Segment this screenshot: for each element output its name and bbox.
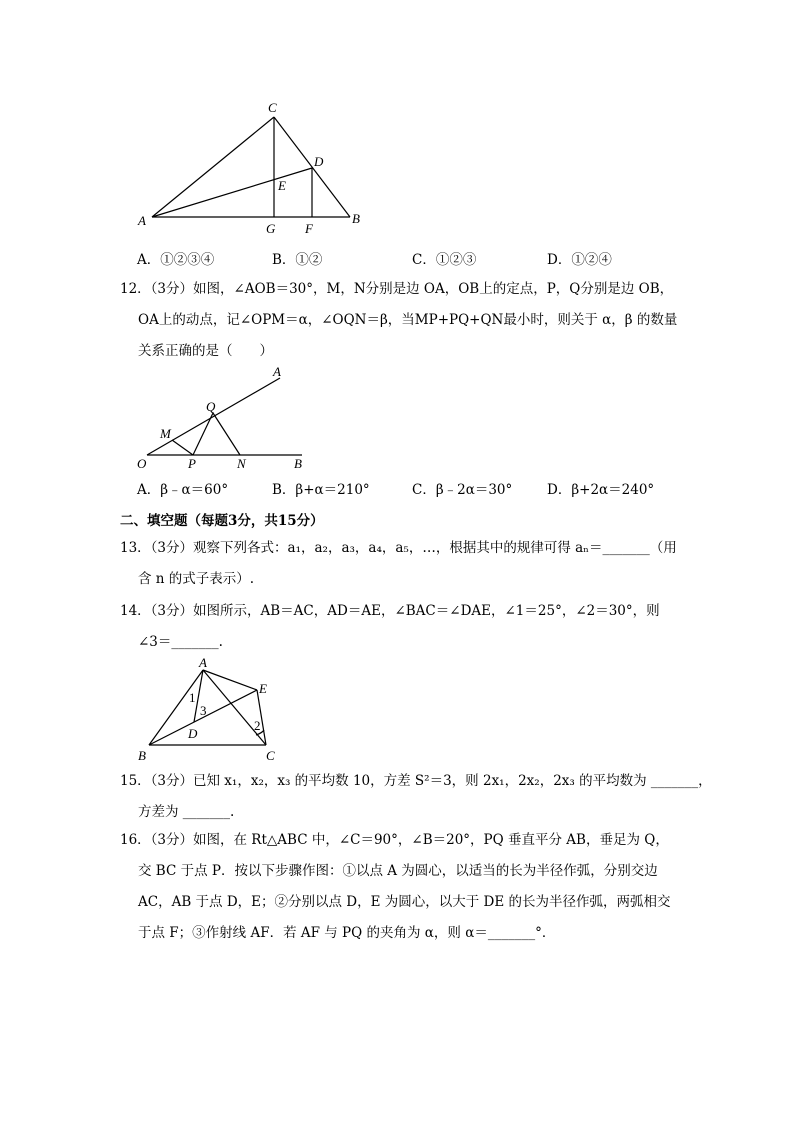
q12-line2: OA上的动点，记∠OPM＝α，∠OQN＝β，当MP+PQ+QN最小时，则关于 α，β 的数量 (138, 312, 678, 328)
q14-line1: 14．（3分）如图所示，AB＝AC，AD＝AE，∠BAC＝∠DAE，∠1＝25°，∠2＝30°，则 (120, 603, 660, 619)
q15-line1: 15．（3分）已知 x₁，x₂，x₃ 的平均数 10，方差 S²＝3，则 2x₁，2x₂，2x₃ 的平均数为 _______， (120, 773, 712, 789)
label-P: P (188, 456, 196, 471)
label-A: A (138, 213, 146, 228)
label-M: M (160, 426, 171, 441)
q16-line2: 交 BC 于点 P．按以下步骤作图：①以点 A 为圆心，以适当的长为半径作弧，分别交边 (138, 863, 658, 879)
label-F: F (305, 221, 313, 236)
label-G: G (266, 221, 276, 236)
label-B: B (294, 456, 302, 471)
label-D: D (188, 726, 198, 741)
q12-option-a: A．β﹣α＝60° (137, 482, 229, 498)
q16-line4: 于点 F；③作射线 AF．若 AF 与 PQ 的夹角为 α，则 α＝_______°． (138, 925, 556, 941)
label-O: O (137, 456, 147, 471)
q12-line3: 关系正确的是（ ） (138, 343, 273, 359)
q11-option-a: A．①②③④ (137, 252, 215, 268)
q11-option-d: D．①②④ (547, 252, 612, 268)
q11-option-b: B．①② (272, 252, 323, 268)
label-N: N (237, 456, 246, 471)
label-E: E (278, 178, 286, 193)
q11-option-c: C．①②③ (412, 252, 477, 268)
label-B: B (138, 748, 146, 763)
q16-line1: 16．（3分）如图，在 Rt△ABC 中，∠C＝90°，∠B＝20°，PQ 垂直平分 AB，垂足为 Q， (120, 832, 669, 848)
label-3: 3 (200, 703, 207, 718)
label-1: 1 (189, 690, 196, 705)
q15-line2: 方差为 _______. (138, 804, 235, 820)
q12-option-b: B．β+α＝210° (272, 482, 370, 498)
label-Q: Q (206, 399, 216, 414)
question-16 (120, 825, 680, 949)
q12-option-d: D．β+2α＝240° (547, 482, 655, 498)
label-A: A (273, 364, 281, 379)
question-15 (120, 766, 712, 828)
label-D: D (314, 154, 324, 169)
q12-option-c: C．β﹣2α＝30° (412, 482, 513, 498)
q16-line3: AC，AB 于点 D，E；②分别以点 D，E 为圆心，以大于 DE 的长为半径作弧，两弧相交 (138, 894, 671, 910)
q12-line1: 12．（3分）如图，∠AOB＝30°，M，N分别是边 OA，OB上的定点，P，Q分别是边 OB， (120, 281, 674, 297)
q13-line1: 13．（3分）观察下列各式：a₁，a₂，a₃，a₄，a₅，…，根据其中的规律可得 aₙ＝_______（用 (120, 540, 677, 556)
q13-line2: 含 n 的式子表示）. (138, 571, 255, 587)
label-C: C (266, 748, 275, 763)
label-2: 2 (254, 718, 261, 733)
label-A: A (199, 655, 207, 670)
q14-line2: ∠3＝_______. (138, 634, 223, 650)
label-B: B (352, 211, 360, 226)
label-C: C (268, 100, 277, 115)
label-E: E (259, 681, 267, 696)
section-title: 二、填空题（每题3分，共15分） (120, 513, 324, 529)
